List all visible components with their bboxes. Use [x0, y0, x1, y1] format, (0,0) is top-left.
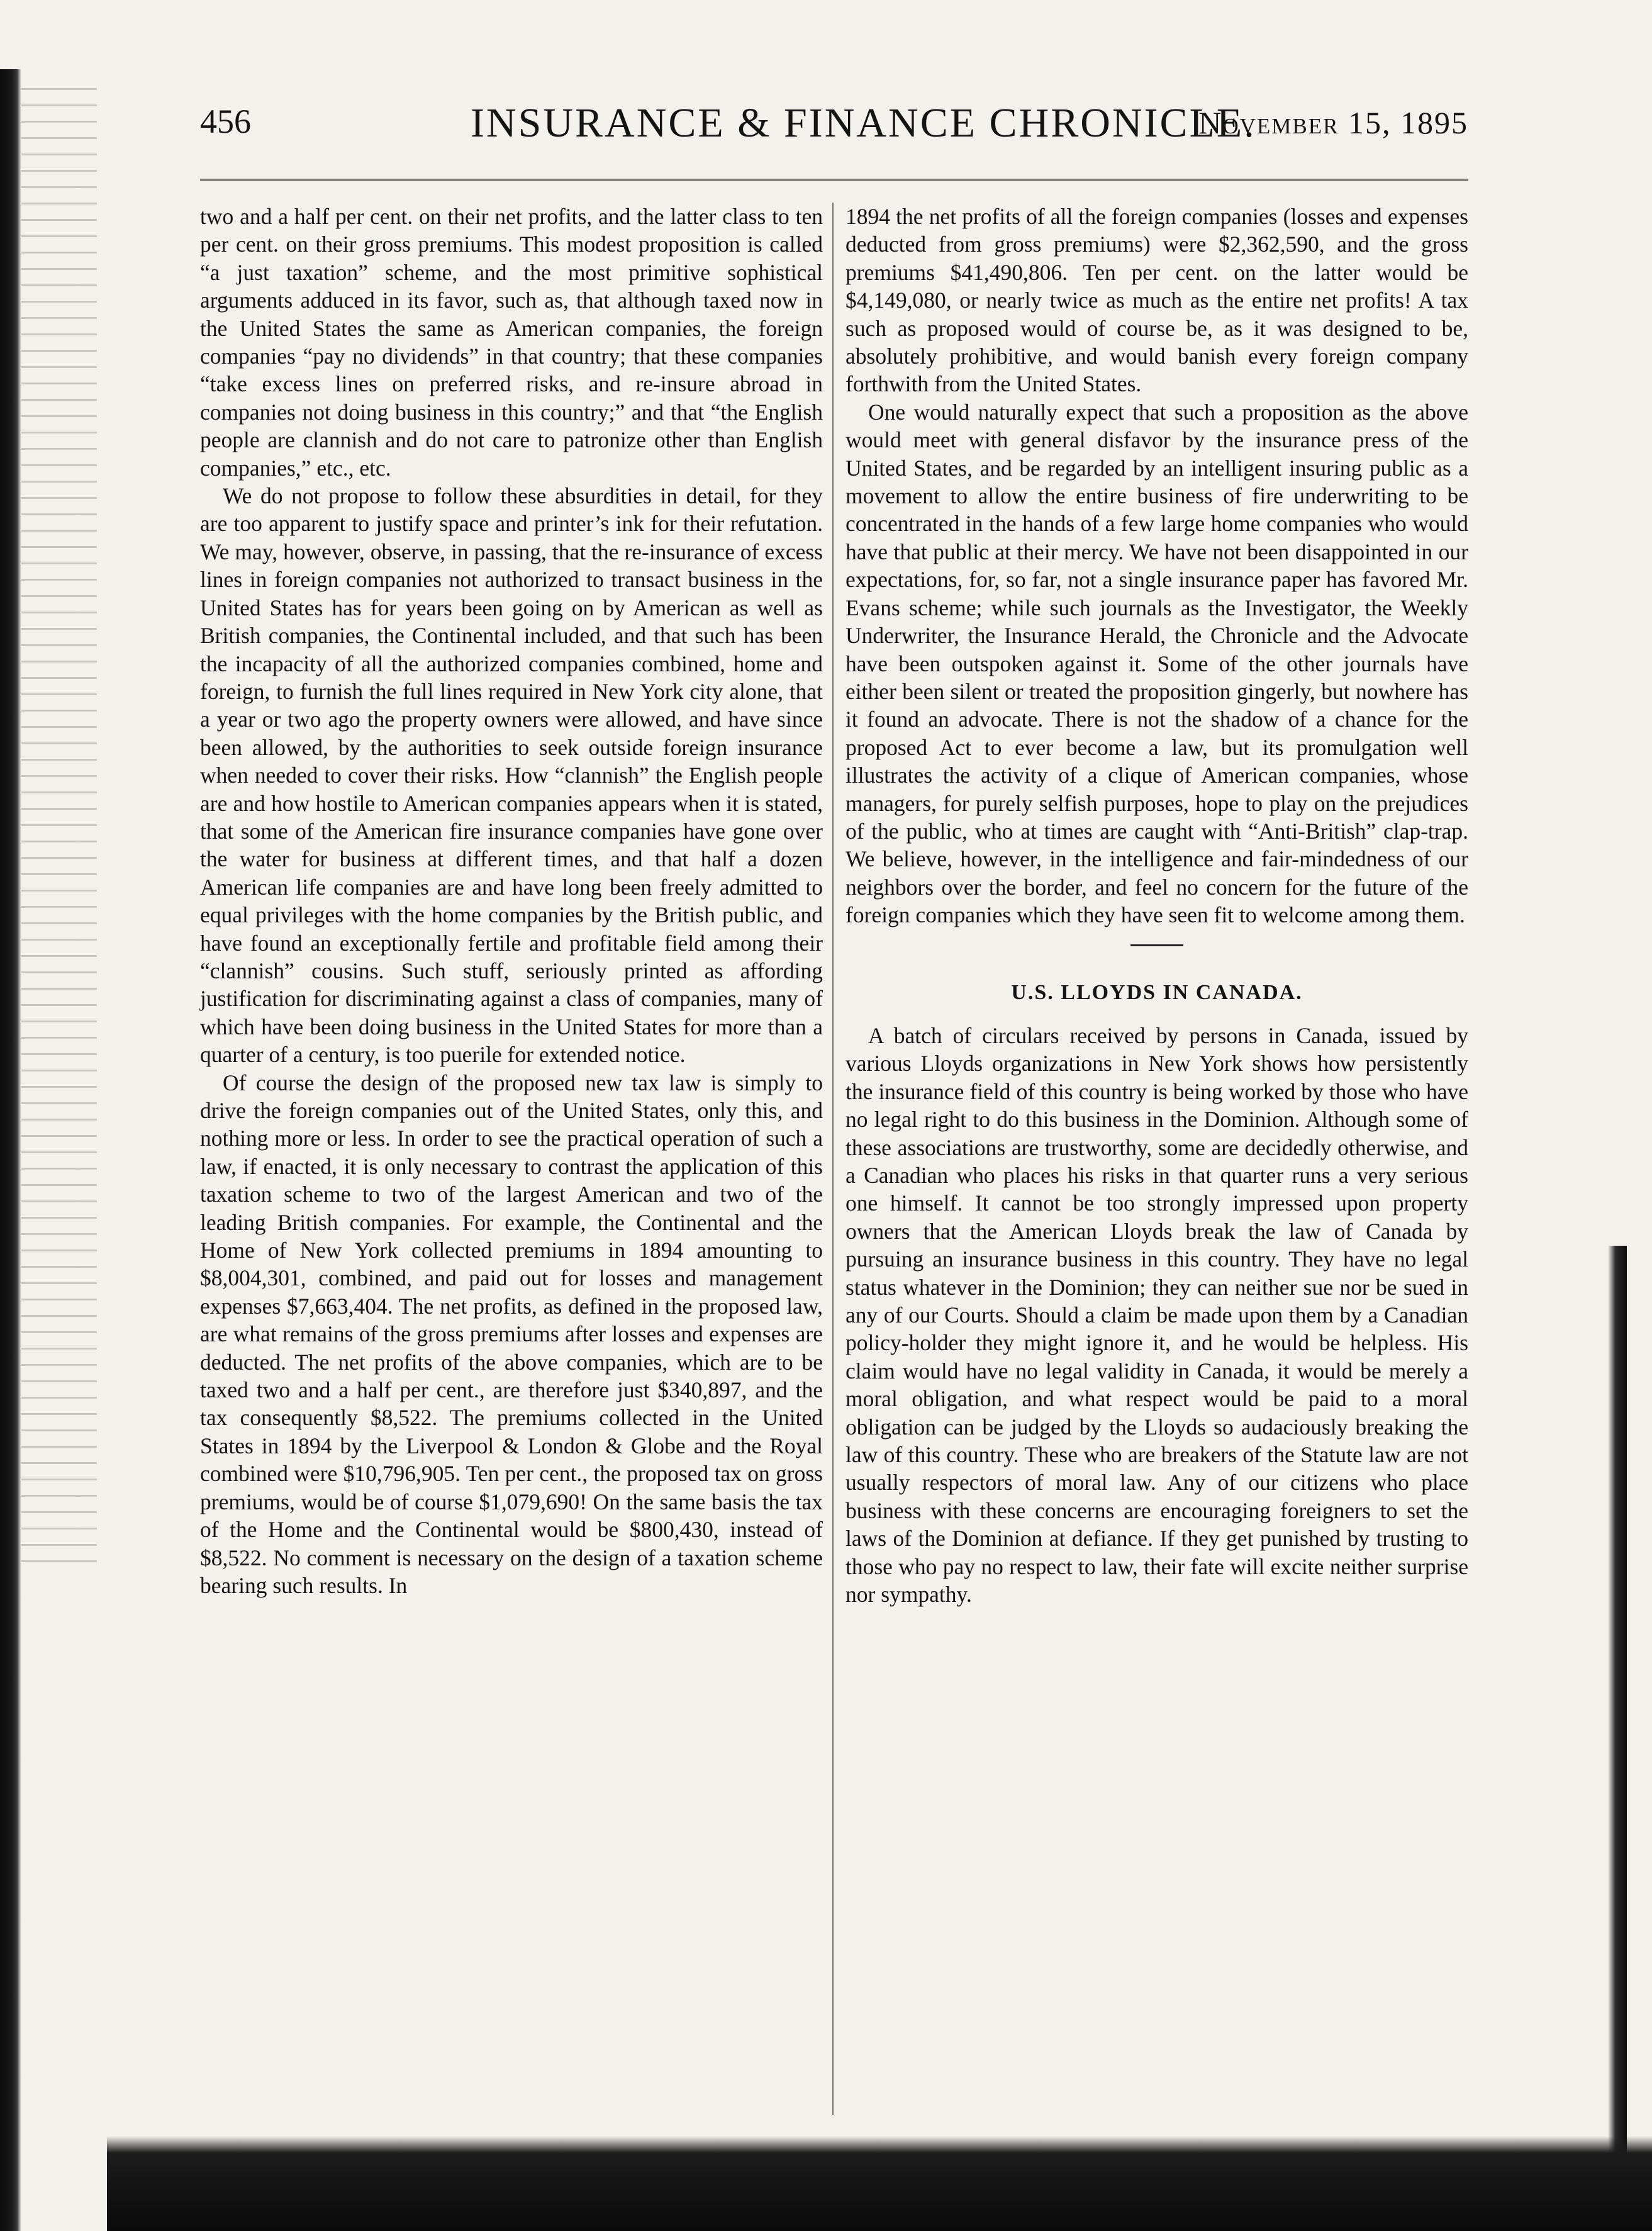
scan-margin-marks — [21, 88, 97, 1567]
paragraph: Of course the design of the proposed new tax law is simply to drive the foreign companies out of the United States, only this, and nothing more or less. In order to see the practical operation of such a law, if enacted, it is only necessary to contrast the application of this taxation scheme to two of the largest American and two of the leading British companies. For example, the Continental and the Home of New York collected premiums in 1894 amounting to $8,004,301, combined, and paid out for losses and management expenses $7,663,404. The net profits, as defined in the proposed law, are what remains of the gross premiums after losses and expenses are deducted. The net profits of the above companies, which are to be taxed two and a half per cent., are therefore just $340,897, and the tax consequently $8,522. The premiums collected in the United States in 1894 by the Liverpool & London & Globe and the Royal combined were $10,796,905. Ten per cent., the proposed tax on gross premiums, would be of course $1,079,690! On the same basis the tax of the Home and the Continental would be $800,430, instead of $8,522. No comment is necessary on the design of a taxation scheme bearing such results. In — [200, 1070, 823, 1598]
left-column — [200, 203, 823, 2109]
paragraph: two and a half per cent. on their net profits, and the latter class to ten per cent. on their gross premiums. This modest proposition is called “a just taxation” scheme, and the most primitive sophistical arguments adduced in its favor, such as, that although taxed now in the United States the same as American companies, the foreign companies “pay no dividends” in that country; that these companies “take excess lines on preferred risks, and re-insure abroad in companies not doing business in this country;” and that “the English people are clannish and do not care to patronize other than English companies,” etc., etc. — [200, 204, 823, 481]
paragraph: We do not propose to follow these absurdities in detail, for they are too apparent to justify space and printer’s ink for their refutation. We may, however, observe, in passing, that the re-insurance of excess lines in foreign companies not authorized to transact business in the United States has for years been going on by American as well as British companies, the Continental included, and that such has been the incapacity of all the authorized companies combined, home and foreign, to furnish the full lines required in New York city alone, that a year or two ago the property owners were allowed, and have since been allowed, by the authorities to seek outside foreign insurance when needed to cover their risks. How “clannish” the English people are and how hostile to American companies appears when it is stated, that some of the American fire insurance companies have gone over the water for business at different times, and that half a dozen American life companies are and have long been freely admitted to equal privileges with the home companies by the British public, and have found an exceptionally fertile and profitable field among their “clannish” cousins. Such stuff, seriously printed as affording justification for discriminating against a class of companies, many of which have been doing business in the United States for more than a quarter of a century, is too puerile for extended notice. — [200, 483, 823, 1068]
paragraph: One would naturally expect that such a proposition as the above would meet with general disfavor by the insurance press of the United States, and be regarded by an intelligent insuring public as a movement to allow the entire business of fire underwriting to be concentrated in the hands of a few large home companies who would have that public at their mercy. We have not been disappointed in our expectations, for, so far, not a single insurance paper has favored Mr. Evans scheme; while such journals as the Investigator, the Weekly Underwriter, the Insurance Herald, the Chronicle and the Advocate have been outspoken against it. Some of the other journals have either been silent or treated the proposition gingerly, but nowhere has it found an advocate. There is not the shadow of a chance for the proposed Act to ever become a law, but its promulgation well illustrates the activity of a clique of American companies, whose managers, for purely selfish purposes, hope to play on the prejudices of the public, who at times are caught with “Anti-British” clap-trap. We believe, however, in the intelligence and fair-mindedness of our neighbors over the border, and feel no concern for the future of the foreign companies which they have seen fit to welcome among them. — [846, 399, 1468, 928]
masthead-title: INSURANCE & FINANCE CHRONICLE. — [471, 100, 1256, 146]
section-heading: U.S. LLOYDS IN CANADA. — [1011, 980, 1303, 1004]
page-number: 456 — [200, 103, 251, 140]
issue-date: November 15, 1895 — [1198, 105, 1468, 140]
paragraph: A batch of circulars received by persons in Canada, issued by various Lloyds organizations in New York shows how persistently the insurance field of this country is being worked by those who have no legal right to do this business in the Dominion. Although some of these associations are trustworthy, some are decidedly otherwise, and a Canadian who places his risks in that quarter runs a very serious one himself. It cannot be too strongly impressed upon property owners that the American Lloyds break the law of Canada by pursuing an insurance business in this country. They have no legal status whatever in the Dominion; they can neither sue nor be sued in any of our Courts. Should a claim be made upon them by a Canadian policy-holder they might ignore it, and he would be helpless. His claim would have no legal validity in Canada, it would be merely a moral obligation, and what respect would be paid to a moral obligation can be judged by the Lloyds so audaciously breaking the law of this country. These who are breakers of the Statute law are not usually respectors of moral law. Any of our citizens who place business with these concerns are encouraging foreigners to set the laws of the Dominion at defiance. If they get punished by trusting to those who pay no respect to law, their fate will excite neither surprise nor sympathy. — [846, 1022, 1468, 1608]
paragraph: 1894 the net profits of all the foreign companies (losses and expenses deducted from gross premiums) were $2,362,590, and the gross premiums $41,490,806. Ten per cent. on the latter would be $4,149,080, or nearly twice as much as the entire net profits! A tax such as proposed would of course be, as it was designed to be, absolutely prohibitive, and would banish every foreign company forthwith from the United States. — [846, 204, 1468, 397]
right-column — [846, 203, 1468, 2027]
scan-shadow-right — [1608, 1246, 1627, 2231]
header-rule — [200, 179, 1468, 181]
column-divider — [832, 203, 834, 2115]
scan-shadow-bottom — [107, 2136, 1652, 2231]
scan-shadow-left — [0, 69, 21, 2231]
section-separator-rule — [1130, 944, 1183, 946]
page-header — [200, 94, 1468, 164]
